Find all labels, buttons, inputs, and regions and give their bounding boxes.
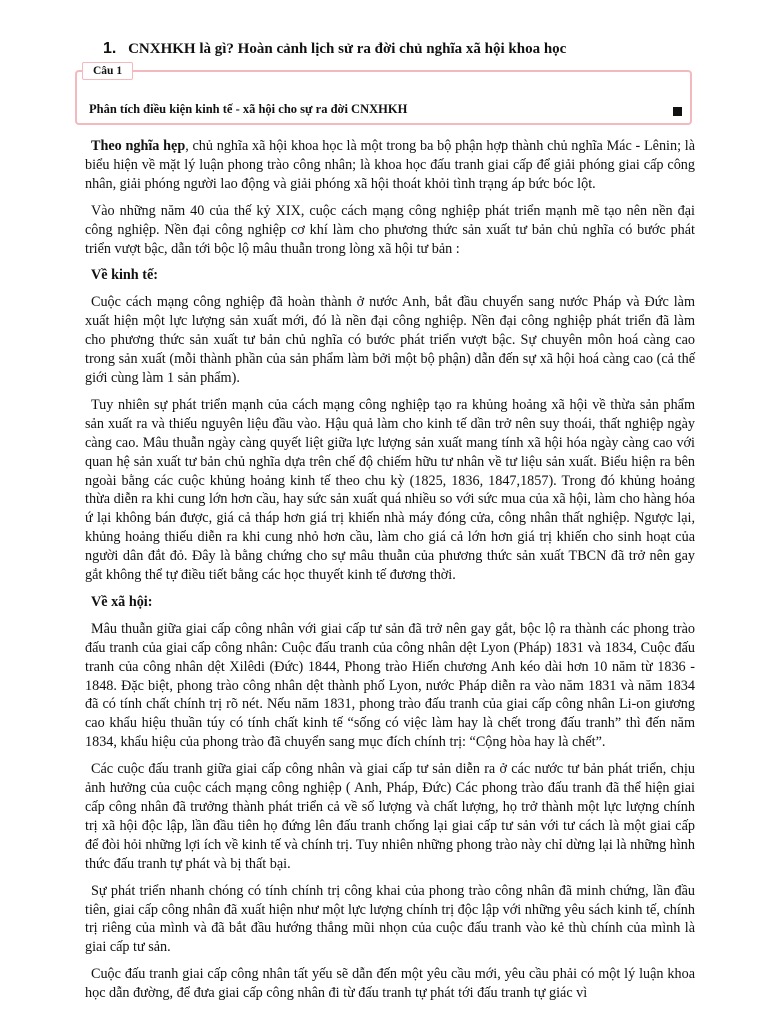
question-tab: Câu 1: [82, 62, 133, 80]
paragraph-society-3: Sự phát triển nhanh chóng có tính chính trị công khai của phong trào công nhân đã minh chứng, lần đầu tiên, giai cấp công nhân đã xuất hiện như một lực lượng chính trị độc lập với những yêu sách kinh tế, chính trị riêng của mình và đã bắt đầu hướng thẳng mũi nhọn của cuộc đấu tranh vào kẻ thù chính của mình là giai cấp tư sản.: [85, 882, 695, 956]
square-bullet-icon: [673, 107, 682, 116]
paragraph-definition: [85, 137, 695, 194]
section-heading: [103, 40, 566, 58]
paragraph-society-1: Mâu thuẫn giữa giai cấp công nhân với giai cấp tư sản đã trở nên gay gắt, bộc lộ ra thành các phong trào đấu tranh của giai cấp công nhân: Cuộc đấu tranh của công nhân dệt Lyon (Pháp) 1831 và 1834, Cuộc đấu tranh của công nhân dệt Xilêdi (Đức) 1844, Phong trào Hiến chương Anh kéo dài hơn 10 năm từ 1836 - 1848. Đặc biệt, phong trào công nhân dệt thành phố Lyon, nước Pháp diễn ra vào năm 1831 và năm 1834 đã có tính chất chính trị rõ nét. Nếu năm 1831, phong trào đấu tranh của giai cấp công nhân Li-on giương cao khẩu hiệu thuần túy có tính chất kinh tế “sống có việc làm hay là chết trong đấu tranh” thì đến năm 1834, khẩu hiệu của phong trào đã chuyển sang mục đích chính trị: “Cộng hòa hay là chết”.: [85, 620, 695, 751]
bold-term: Theo nghĩa hẹp: [91, 138, 186, 154]
section-title: CNXHKH là gì? Hoàn cảnh lịch sử ra đời chủ nghĩa xã hội khoa học: [128, 41, 567, 57]
document-body: [85, 137, 695, 1011]
paragraph-society-2: Các cuộc đấu tranh giữa giai cấp công nhân và giai cấp tư sản diễn ra ở các nước tư bản phát triển, chịu ảnh hưởng của cuộc cách mạng công nghiệp ( Anh, Pháp, Đức) Các phong trào đấu tranh đã thể hiện giai cấp công nhân đã trưởng thành phát triển cả về số lượng và chất lượng, họ trở thành một lực lượng chính trị xã hội độc lập, lần đầu tiên họ đứng lên đấu tranh chống lại giai cấp tư sản với tư cách là một giai cấp để đòi hỏi những lợi ích về kinh tế và chính trị. Tuy nhiên những phong trào này chỉ dừng lại là những hình thức đấu tranh tự phát và bị thất bại.: [85, 761, 695, 872]
paragraph-context: Vào những năm 40 của thế kỷ XIX, cuộc cách mạng công nghiệp phát triển mạnh mẽ tạo nên nền đại công nghiệp. Nền đại công nghiệp cơ khí làm cho phương thức sản xuất tư bản chủ nghĩa có bước phát triển vượt bậc, dẫn tới bộc lộ mâu thuẫn trong lòng xã hội tư bản :: [85, 202, 695, 257]
paragraph-text: , chủ nghĩa xã hội khoa học là một trong ba bộ phận hợp thành chủ nghĩa Mác - Lênin; là biểu hiện về mặt lý luận phong trào công nhân; là khoa học đấu tranh giai cấp để giải phóng giai cấp công nhân, giải phóng người lao động và giải phóng xã hội thoát khỏi tình trạng áp bức bóc lột.: [85, 138, 695, 192]
section-number: 1.: [103, 40, 117, 57]
paragraph-economy-1: Cuộc cách mạng công nghiệp đã hoàn thành ở nước Anh, bắt đầu chuyển sang nước Pháp và Đức làm xuất hiện một lực lượng sản xuất mới, đó là nền đại công nghiệp. Nền đại công nghiệp phát triển đã làm cho phương thức sản xuất tư bản chủ nghĩa có bước phát triển vượt bậc. Sự chuyên môn hoá càng cao trong sản xuất (mỗi thành phần của sản phẩm làm bởi một bộ phận) dẫn đến sự xã hội hoá càng cao (cả thế giới cùng làm 1 sản phẩm).: [85, 294, 695, 386]
paragraph-economy-2: Tuy nhiên sự phát triển mạnh của cách mạng công nghiệp tạo ra khủng hoảng xã hội về thừa sản phẩm sản xuất ra và thiếu nguyên liệu đầu vào. Hậu quả làm cho kinh tế dần trở nên suy thoái, thất nghiệp ngày càng cao. Mâu thuẫn ngày càng quyết liệt giữa lực lượng sản xuất mang tính xã hội hóa ngày càng cao với quan hệ sản xuất tư bản chủ nghĩa dựa trên chế độ chiếm hữu tư nhân về tư liệu sản xuất. Biểu hiện ra bên ngoài bằng các cuộc khủng hoảng kinh tế theo chu kỳ (1825, 1836, 1847,1857). Trong đó khủng hoảng thừa diễn ra khi cung lớn hơn cầu, hay sức sản xuất quá nhiều so với sức mua của xã hội, làm cho hàng hóa ứ lại không bán được, giá cả tháp hơn giá trị khiến nhà máy đóng cửa, công nhân thất nghiệp. Ngược lại, khủng hoảng thiếu diễn ra khi cung nhỏ hơn cầu, làm cho giá cả lớn hơn giá trị khiến cho sinh hoạt của người dân đắt đỏ. Đây là bằng chứng cho sự mâu thuẫn của phương thức sản xuất TBCN đã trở nên gay gắt không thể tự điều tiết bằng các học thuyết kinh tế đương thời.: [85, 396, 695, 584]
subheading-economy: Về kinh tế:: [91, 267, 158, 284]
subheading-society: Về xã hội:: [91, 593, 153, 610]
paragraph-society-4: Cuộc đấu tranh giai cấp công nhân tất yếu sẽ dẫn đến một yêu cầu mới, yêu cầu phải có một lý luận khoa học dẫn đường, để đưa giai cấp công nhân đi từ đấu tranh tự phát tới đấu tranh tự giác vì: [85, 966, 695, 1002]
question-title: Phân tích điều kiện kinh tế - xã hội cho sự ra đời CNXHKH: [89, 102, 408, 116]
